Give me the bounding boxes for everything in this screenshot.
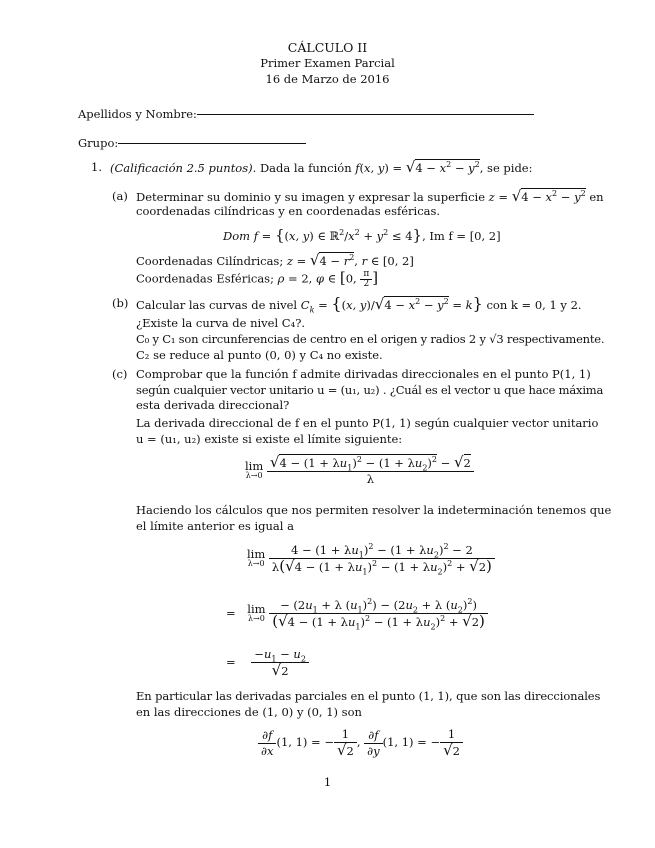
- image-text: , Im f = [0, 2]: [422, 229, 501, 243]
- spherical-label: Coordenadas Esféricas;: [136, 271, 274, 286]
- part-a-line-2: coordenadas cilíndricas y en coordenadas esféricas.: [136, 204, 441, 218]
- cylindrical-coords: Coordenadas Cilíndricas; $z = √4 - r^2$, r ∈ [0, 2]: [136, 251, 414, 269]
- exam-date: 16 de Marzo de 2016: [265, 72, 390, 86]
- exam-subtitle: Primer Examen Parcial: [260, 56, 395, 70]
- name-label: Apellidos y Nombre:: [78, 107, 197, 121]
- problem-intro: [110, 160, 533, 176]
- dom-label: Dom: [223, 229, 251, 243]
- limit-expression-3: = lim λ→0 $\frac{- (2u_1 + \lambda (u_1)^2) - (2u_2 + \lambda (u_2)^2)}{(√4 - (1 + \lambda u_1)^2 - (1 + \lambda u_2)^2 + √2)}$: [226, 598, 488, 630]
- group-label: Grupo:: [78, 136, 119, 150]
- domain-formula: Dom f = {(x, y) ∈ $ℝ^2/x^2 + y^2 \le 4$}, Im f = [0, 2]: [223, 226, 501, 244]
- part-b-text-1: Calcular las curvas de nivel: [136, 298, 298, 312]
- problem-grade: (Calificación 2.5 puntos).: [110, 161, 257, 175]
- part-c-line-1: Comprobar que la función f admite dirivadas direccionales en el punto P(1, 1): [136, 367, 591, 381]
- surface-formula: $z = √4 - x^2 - y^2$: [488, 187, 586, 205]
- part-a-label: (a): [112, 189, 128, 203]
- part-a-text-1: Determinar su dominio y su imagen y expresar la superficie: [136, 190, 486, 204]
- calc-text-1: Haciendo los cálculos que nos permiten resolver la indeterminación tenemos que: [136, 503, 612, 517]
- group-field[interactable]: [78, 136, 306, 151]
- part-c-answer-1: La derivada direccional de f en el punto P(1, 1) según cualquier vector unitario: [136, 416, 599, 430]
- part-b-text-1-end: con k = 0, 1 y 2.: [486, 298, 582, 312]
- partial-text-1: En particular las derivadas parciales en el punto (1, 1), que son las direccionales: [136, 689, 601, 703]
- part-b-line-2: ¿Existe la curva de nivel C₄?.: [136, 316, 306, 330]
- problem-intro-text: Dada la función: [259, 161, 352, 175]
- partial-derivatives: $\frac{\partial f}{\partial x}$ (1, 1) = − $\frac{1}{√2}$ , $\frac{\partial f}{\partial y}$ (1, 1) = − $\frac{1}{√2}$: [258, 727, 463, 759]
- part-c-answer-2: u = (u₁, u₂) existe si existe el límite siguiente:: [136, 432, 403, 446]
- limit-expression-2: lim λ→0 $\frac{4 - (1 + \lambda u_1)^2 - (1 + \lambda u_2)^2 - 2}{\lambda(√4 - (1 + \lambda u_1)^2 - (1 + \lambda u_2)^2 + √2)}$: [247, 543, 495, 575]
- problem-intro-end: , se pide:: [479, 161, 533, 175]
- part-c-line-2: según cualquier vector unitario u = (u₁, u₂) . ¿Cuál es el vector u que hace máxima: [136, 383, 604, 397]
- part-b-label: (b): [112, 296, 129, 310]
- part-b-answer-1: C₀ y C₁ son circunferencias de centro en el origen y radios 2 y √3 respectivamente.: [136, 332, 605, 346]
- exam-title: CÁLCULO II: [287, 40, 368, 55]
- group-line: [118, 143, 306, 144]
- cylindrical-label: Coordenadas Cilíndricas;: [136, 254, 284, 268]
- name-field[interactable]: [78, 107, 534, 122]
- part-c-label: (c): [112, 367, 128, 381]
- spherical-coords: Coordenadas Esféricas; ρ = 2, φ ∈ [0, $\frac{\pi}{2}$ ]: [136, 268, 379, 289]
- function-formula: f(x, $y) = √4 - x^2 - y^2$: [355, 158, 480, 176]
- name-line: [197, 114, 534, 115]
- part-c-line-3: esta derivada direccional?: [136, 398, 290, 412]
- page-number: 1: [323, 775, 332, 789]
- problem-number: 1.: [91, 160, 102, 174]
- partial-text-2: en las direcciones de (1, 0) y (0, 1) son: [136, 705, 362, 719]
- part-a-line-1: [136, 189, 604, 205]
- part-a-text-1-end: en: [589, 190, 604, 204]
- limit-result: = $\frac{-u_1 - u_2}{√2}$: [226, 647, 309, 679]
- part-b-line-1: Calcular las curvas de nivel $C_k = \{(x$, $y)/√4 - x^2 - y^2 = k$} con k = 0, 1 y 2.: [136, 294, 582, 315]
- calc-text-2: el límite anterior es igual a: [136, 519, 294, 533]
- part-b-answer-2: C₂ se reduce al punto (0, 0) y C₄ no existe.: [136, 348, 383, 362]
- limit-expression-1: lim λ→0 $\frac{√4 - (1 + \lambda u_1)^2 - (1 + \lambda u_2)^2 - √2}{\lambda}$: [245, 455, 474, 487]
